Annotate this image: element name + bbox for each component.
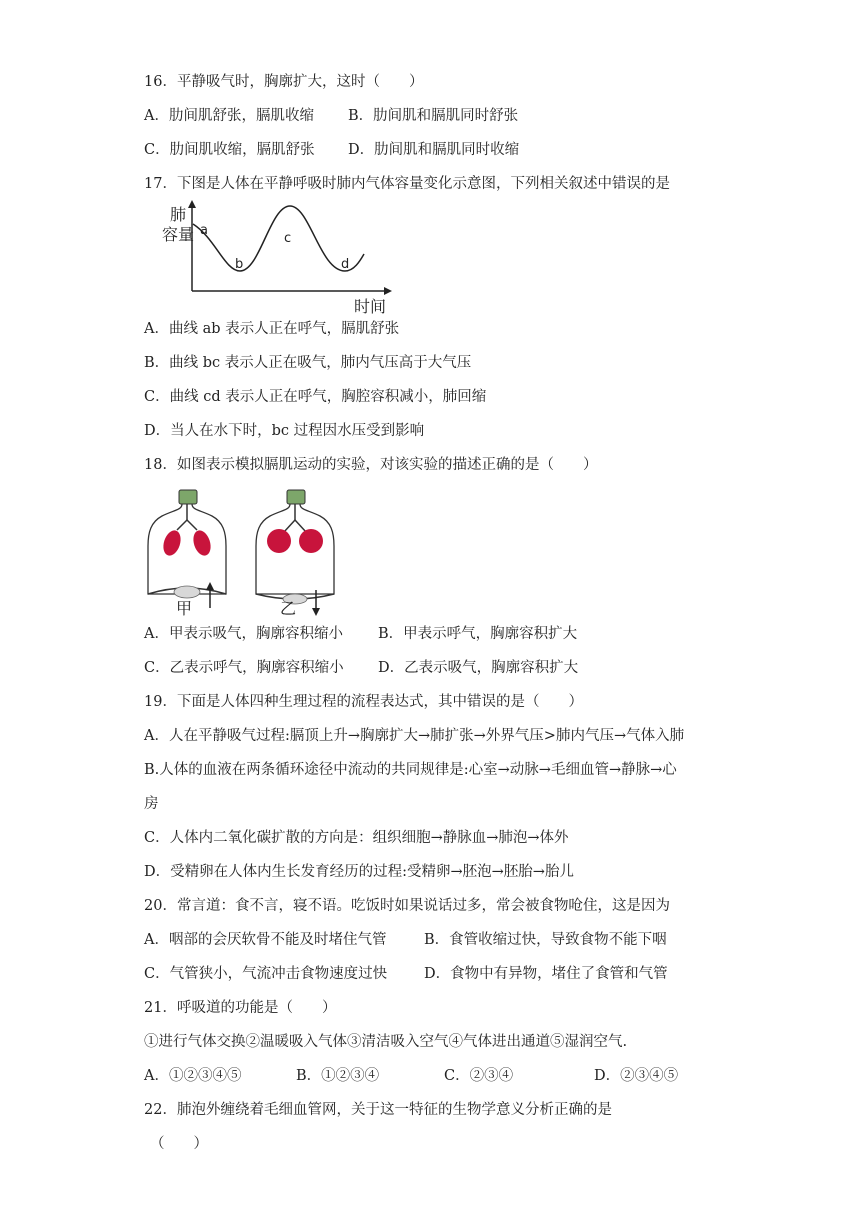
q20-stem: 20．常言道：食不言，寝不语。吃饭时如果说话过多，常会被食物呛住，这是因为 [144, 898, 670, 914]
q16-option-b: B．肋间肌和膈肌同时舒张 [348, 108, 519, 124]
q17-option-d: D．当人在水下时，bc 过程因水压受到影响 [144, 423, 425, 439]
q18-option-a: A．甲表示吸气，胸廓容积缩小 [144, 626, 343, 642]
q19-option-b-line1: B.人体的血液在两条循环途径中流动的共同规律是:心室→动脉→毛细血管→静脉→心 [144, 762, 677, 778]
q17-option-c: C．曲线 cd 表示人正在呼气，胸腔容积减小，肺回缩 [144, 389, 487, 405]
q22-paren: （ ） [150, 1136, 208, 1152]
arrow-down-head [312, 608, 320, 616]
q21-option-a: A．①②③④⑤ [144, 1068, 242, 1084]
q19-stem: 19．下面是人体四种生理过程的流程表达式，其中错误的是（ ） [144, 694, 583, 710]
diaphragm-model-figure [146, 486, 346, 618]
q21-option-d: D．②③④⑤ [594, 1068, 679, 1084]
hand-icon [174, 586, 200, 598]
graph-y-label-2: 容量 [162, 225, 195, 244]
q21-stem: 21．呼吸道的功能是（ ） [144, 1000, 337, 1016]
q22-stem: 22．肺泡外缠绕着毛细血管网，关于这一特征的生物学意义分析正确的是 [144, 1102, 612, 1118]
q21-items: ①进行气体交换②温暖吸入气体③清洁吸入空气④气体进出通道⑤湿润空气. [144, 1034, 628, 1050]
q19-option-d: D．受精卵在人体内生长发育经历的过程:受精卵→胚泡→胚胎→胎儿 [144, 864, 574, 880]
lung-balloon-right [299, 529, 323, 553]
graph-point-c: c [284, 231, 292, 246]
label-yi: 乙 [280, 599, 297, 618]
q20-option-b: B．食管收缩过快，导致食物不能下咽 [424, 932, 667, 948]
q21-option-b: B．①②③④ [296, 1068, 380, 1084]
q21-option-c: C．②③④ [444, 1068, 514, 1084]
graph-point-d: d [341, 257, 350, 272]
graph-point-a: a [200, 223, 208, 238]
q18-option-c: C．乙表示呼气，胸廓容积缩小 [144, 660, 344, 676]
q17-option-a: A．曲线 ab 表示人正在呼气，膈肌舒张 [144, 321, 400, 337]
graph-curve [193, 206, 364, 271]
q18-option-d: D．乙表示吸气，胸廓容积扩大 [378, 660, 579, 676]
q19-option-b-line2: 房 [144, 796, 159, 812]
q19-option-c: C．人体内二氧化碳扩散的方向是：组织细胞→静脉血→肺泡→体外 [144, 830, 569, 846]
q16-option-d: D．肋间肌和膈肌同时收缩 [348, 142, 520, 158]
q16-stem: 16．平静吸气时，胸廓扩大，这时（ ） [144, 74, 424, 90]
graph-y-arrow [188, 200, 196, 208]
graph-x-arrow [384, 287, 392, 295]
lung-balloon-left [267, 529, 291, 553]
lung-balloon-right [190, 528, 213, 558]
graph-y-label-1: 肺 [170, 205, 187, 224]
q20-option-c: C．气管狭小，气流冲击食物速度过快 [144, 966, 388, 982]
lung-volume-graph [160, 196, 400, 318]
q17-stem: 17．下图是人体在平静呼吸时肺内气体容量变化示意图，下列相关叙述中错误的是 [144, 176, 670, 192]
q20-option-a: A．咽部的会厌软骨不能及时堵住气管 [144, 932, 387, 948]
stopper-icon [179, 490, 197, 504]
q20-option-d: D．食物中有异物，堵住了食管和气管 [424, 966, 668, 982]
lung-balloon-left [160, 528, 183, 558]
bronchi-tube [177, 520, 197, 530]
bell-jar-right [256, 490, 334, 616]
q18-stem: 18．如图表示模拟膈肌运动的实验，对该实验的描述正确的是（ ） [144, 457, 598, 473]
label-jia: 甲 [176, 599, 193, 618]
graph-point-b: b [235, 257, 244, 272]
q16-option-c: C．肋间肌收缩，膈肌舒张 [144, 142, 315, 158]
graph-x-label: 时间 [354, 297, 387, 316]
bell-jar-left [148, 490, 226, 608]
q17-option-b: B．曲线 bc 表示人正在吸气，肺内气压高于大气压 [144, 355, 472, 371]
q18-option-b: B．甲表示呼气，胸廓容积扩大 [378, 626, 578, 642]
stopper-icon [287, 490, 305, 504]
q16-option-a: A．肋间肌舒张，膈肌收缩 [144, 108, 314, 124]
q19-option-a: A．人在平静吸气过程:膈顶上升→胸廓扩大→肺扩张→外界气压>肺内气压→气体入肺 [144, 728, 685, 744]
arrow-up-head [206, 582, 214, 590]
bronchi-tube [284, 520, 306, 532]
